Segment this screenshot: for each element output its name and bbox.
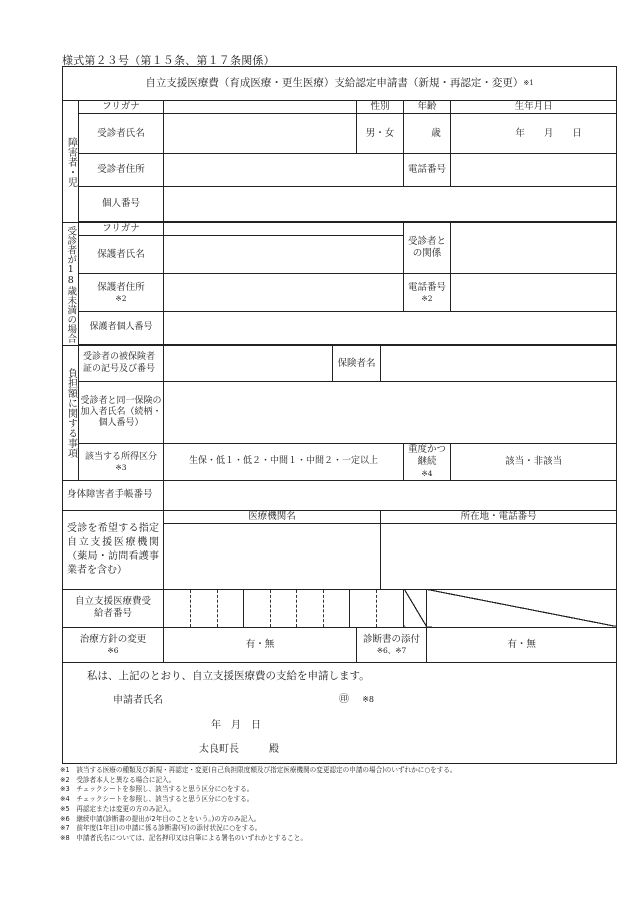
recipient-number-field[interactable] <box>164 589 404 627</box>
patient-id-label: 個人番号 <box>79 187 164 222</box>
patient-id-field[interactable] <box>164 187 617 222</box>
institution-name-header: 医療機関名 <box>164 510 381 523</box>
patient-name-label: 受診者氏名 <box>79 114 164 154</box>
treatment-change-label: 治療方針の変更 ※6 <box>63 627 164 662</box>
income-category-label: 該当する所得区分 ※3 <box>79 444 164 481</box>
seal-mark: ㊞ ※8 <box>339 693 374 705</box>
institution-address-header: 所在地・電話番号 <box>381 510 617 523</box>
footnote-item: ※2 受診者本人と異なる場合に記入。 <box>60 775 176 784</box>
addressee: 太良町長 殿 <box>199 743 279 755</box>
handbook-field[interactable] <box>164 480 617 510</box>
footnote-item: ※7 前年度(1年目)の申請に係る診断書(写)の添付状況に○をする。 <box>60 824 262 833</box>
institution-name-field[interactable] <box>164 523 381 589</box>
recipient-number-label: 自立支援医療費受給者番号 <box>63 589 164 627</box>
form-number: 様式第２３号（第１５条、第１７条関係） <box>62 54 275 67</box>
relation-field[interactable] <box>451 223 617 274</box>
footnote-item: ※1 該当する医療の種類及び新規・再認定・変更(自己負担限度額及び指定医療機関の変更認定の申請の場合)のいずれかに○をする。 <box>60 766 457 774</box>
guardian-id-field[interactable] <box>164 312 617 345</box>
guardian-name-field[interactable] <box>164 236 404 274</box>
form-title: 自立支援医療費（育成医療・更生医療）支給認定申請書（新規・再認定・変更）$^{※1}$ <box>63 67 617 101</box>
patient-section-label: 障害者・児 <box>63 101 79 223</box>
guardian-furigana-field[interactable] <box>164 223 404 236</box>
handbook-label: 身体障害者手帳番号 <box>63 480 164 510</box>
recipient-number-void <box>427 589 617 627</box>
patient-phone-label: 電話番号 <box>404 154 451 187</box>
guardian-phone-field[interactable] <box>451 274 617 312</box>
guardian-name-label: 保護者氏名 <box>79 236 164 274</box>
guardian-phone-label: 電話番号 ※2 <box>404 274 451 312</box>
gender-header: 性別 <box>357 101 404 114</box>
guardian-section-label: 受診者が18歳未満の場合 <box>63 223 79 346</box>
patient-furigana-field[interactable] <box>164 101 357 114</box>
insurer-label: 保険者名 <box>333 346 381 382</box>
severe-continuous-label: 重度かつ継続 ※4 <box>404 444 451 481</box>
application-form-table <box>62 66 617 764</box>
recipient-digit-grid <box>164 590 403 627</box>
footnote-item: ※4 チェックシートを参照し、該当すると思う区分に○をする。 <box>60 795 254 804</box>
insured-card-label: 受診者の被保険者証の記号及び番号 <box>79 346 164 382</box>
insurer-field[interactable] <box>381 346 617 382</box>
footnote-item: ※3 チェックシートを参照し、該当すると思う区分に○をする。 <box>60 785 254 794</box>
applicant-name-label: 申請者氏名 <box>113 694 163 706</box>
institution-label: 受診を希望する指定自立支援医療機関（薬局・訪問看護事業者を含む） <box>63 510 164 589</box>
guardian-id-label: 保護者個人番号 <box>79 312 164 345</box>
guardian-address-label: 保護者住所 ※2 <box>79 274 164 312</box>
age-field[interactable]: 歳 <box>404 114 451 154</box>
declaration-statement: 私は、上記のとおり、自立支援医療費の支給を申請します。 <box>87 669 370 682</box>
patient-furigana-label: フリガナ <box>79 101 164 114</box>
same-insurance-field[interactable] <box>164 382 617 444</box>
insured-card-field[interactable] <box>164 346 333 382</box>
diagnosis-attach-label: 診断書の添付 ※6、※7 <box>357 627 427 662</box>
declaration-section <box>63 662 617 763</box>
recipient-number-slash <box>404 589 427 627</box>
footnote-item: ※8 申請者氏名については、記名押印又は自筆による署名のいずれかとすること。 <box>60 833 307 842</box>
application-date[interactable]: 年 月 日 <box>211 719 261 731</box>
income-category-options[interactable]: 生保・低１・低２・中間１・中間２・一定以上 <box>164 444 404 481</box>
age-header: 年齢 <box>404 101 451 114</box>
diagnosis-attach-options[interactable]: 有・無 <box>427 627 617 662</box>
patient-address-field[interactable] <box>164 154 404 187</box>
footnote-item: ※6 継続申請(診断書の提出が2年目のことをいう。)の方のみ記入。 <box>60 814 261 823</box>
patient-phone-field[interactable] <box>451 154 617 187</box>
footnote-item: ※5 再認定または変更の方のみ記入。 <box>60 804 176 813</box>
guardian-address-field[interactable] <box>164 274 404 312</box>
treatment-change-options[interactable]: 有・無 <box>164 627 357 662</box>
severe-continuous-options[interactable]: 該当・非該当 <box>451 444 617 481</box>
patient-address-label: 受診者住所 <box>79 154 164 187</box>
birthdate-field[interactable]: 年 月 日 <box>451 114 617 154</box>
same-insurance-label: 受診者と同一保険の加入者氏名（続柄・個人番号） <box>79 382 164 444</box>
relation-label: 受診者との関係 <box>404 223 451 274</box>
patient-name-field[interactable] <box>164 114 357 154</box>
burden-section-label: 負担額に関する事項 <box>63 346 79 481</box>
gender-field[interactable]: 男・女 <box>357 114 404 154</box>
footnotes <box>60 766 580 844</box>
institution-address-field[interactable] <box>381 523 617 589</box>
guardian-furigana-label: フリガナ <box>79 223 164 236</box>
birthdate-header: 生年月日 <box>451 101 617 114</box>
